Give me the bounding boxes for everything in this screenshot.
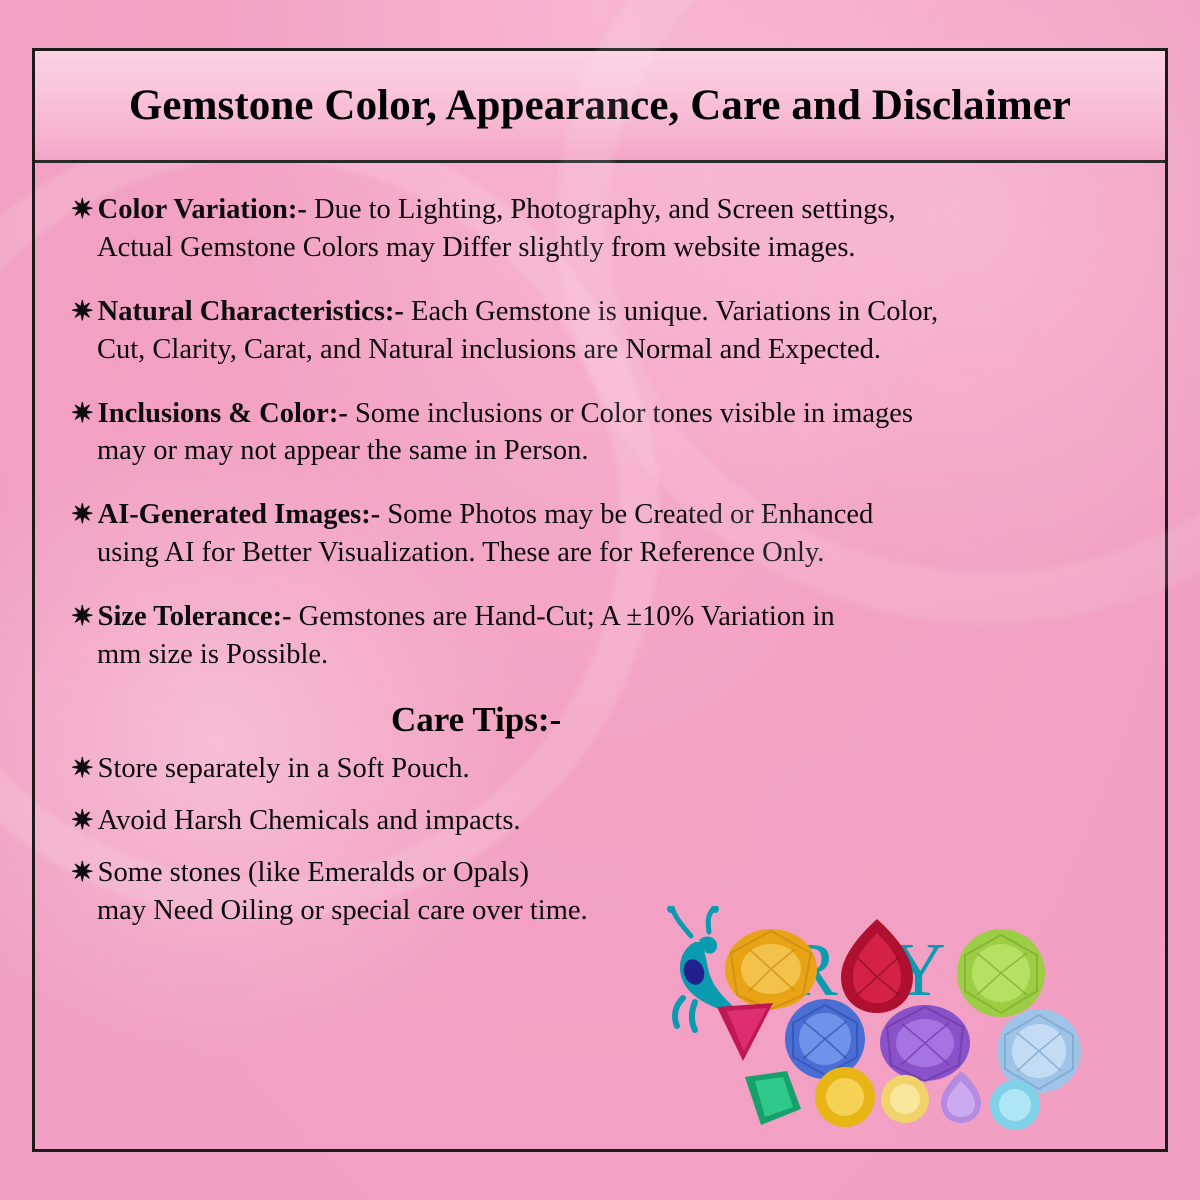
gem-tanzanite-pear xyxy=(941,1071,981,1123)
point-text-line2: Actual Gemstone Colors may Differ slightly from website images. xyxy=(97,231,856,263)
care-tip-text: Store separately in a Soft Pouch. xyxy=(97,752,470,784)
gem-sapphire-round xyxy=(785,999,865,1079)
care-tip-text: Some stones (like Emeralds or Opals) xyxy=(97,856,529,888)
document-body xyxy=(35,163,1165,1149)
disclaimer-point-ai-generated-images xyxy=(61,496,1139,572)
point-text-line1: Gemstones are Hand-Cut; A ±10% Variation in xyxy=(291,601,835,633)
bullet-star-icon: ✷ xyxy=(71,194,94,224)
point-heading: Natural Characteristics:- xyxy=(97,295,404,327)
care-tips-list xyxy=(61,750,1139,930)
gem-aquamarine-round xyxy=(997,1009,1081,1093)
care-tip-store-separately xyxy=(61,750,1139,788)
bullet-star-icon: ✷ xyxy=(71,804,94,835)
disclaimer-card xyxy=(32,48,1168,1152)
disclaimer-point-natural-characteristics xyxy=(61,293,1139,369)
gem-citrine-oval xyxy=(725,929,817,1009)
point-text-line2: may or may not appear the same in Person. xyxy=(97,435,589,467)
point-heading: Size Tolerance:- xyxy=(97,601,292,633)
disclaimer-point-inclusions-color xyxy=(61,395,1139,471)
point-text-line2: using AI for Better Visualization. These are for Reference Only. xyxy=(97,537,825,569)
disclaimer-point-size-tolerance xyxy=(61,598,1139,674)
bullet-star-icon: ✷ xyxy=(71,295,94,326)
gemstone-cluster-svg xyxy=(709,911,1147,1131)
gem-blue-topaz-round xyxy=(990,1080,1040,1130)
title-band xyxy=(35,51,1165,163)
bullet-star-icon: ✷ xyxy=(71,499,94,530)
point-heading: Color Variation:- xyxy=(97,194,307,225)
point-text-line1: Some Photos may be Created or Enhanced xyxy=(380,499,874,531)
care-tip-text-line2: may Need Oiling or special care over time. xyxy=(97,894,588,926)
gem-amethyst-oval xyxy=(880,1005,970,1081)
gem-golden-citrine-round xyxy=(881,1075,929,1123)
gem-yellow-sapphire-round xyxy=(815,1067,875,1127)
bullet-star-icon: ✷ xyxy=(71,856,94,887)
bullet-star-icon: ✷ xyxy=(71,752,94,783)
gem-peridot-round xyxy=(957,929,1045,1017)
point-heading: AI-Generated Images:- xyxy=(97,499,381,531)
care-tip-text: Avoid Harsh Chemicals and impacts. xyxy=(97,804,521,836)
page-title: Gemstone Color, Appearance, Care and Disclaimer xyxy=(128,82,1072,129)
point-text-line2: Cut, Clarity, Carat, and Natural inclusions are Normal and Expected. xyxy=(97,333,882,365)
gem-rhodolite-trillion xyxy=(717,1003,773,1061)
disclaimer-point-color-variation xyxy=(61,191,1139,267)
bullet-star-icon: ✷ xyxy=(71,601,94,632)
care-tip-avoid-chemicals xyxy=(61,802,1139,840)
bullet-star-icon: ✷ xyxy=(71,397,94,428)
point-text-line2: mm size is Possible. xyxy=(97,639,329,671)
point-heading: Inclusions & Color:- xyxy=(97,397,348,429)
point-text-line1: Some inclusions or Color tones visible in images xyxy=(347,397,914,429)
gem-garnet-pear xyxy=(841,919,913,1013)
gem-emerald-emerald-cut xyxy=(745,1071,801,1125)
care-tips-heading: Care Tips:- xyxy=(391,699,562,739)
gemstone-cluster-image xyxy=(709,911,1147,1131)
point-text-line1: Each Gemstone is unique. Variations in Color, xyxy=(403,295,939,327)
point-text-line1: Due to Lighting, Photography, and Screen settings, xyxy=(306,194,896,225)
